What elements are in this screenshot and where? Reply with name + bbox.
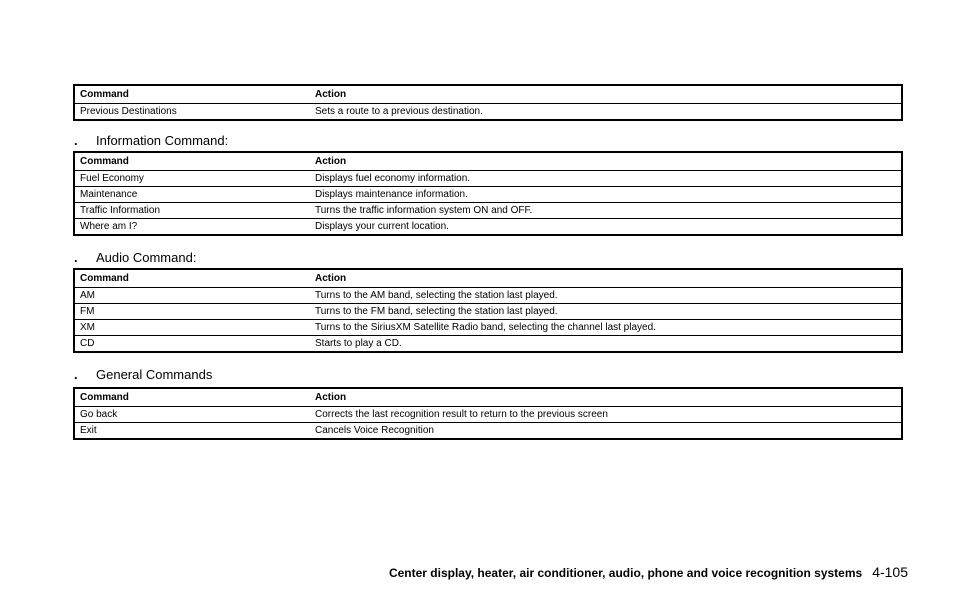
action-cell: Corrects the last recognition result to return to the previous screen [310,407,902,423]
command-cell: XM [74,320,310,336]
chapter-title: Center display, heater, air conditioner, audio, phone and voice recognition systems [388,566,863,580]
section-heading-general [74,367,212,383]
table-row [74,336,902,353]
audio-command-table [73,268,903,353]
action-cell: Cancels Voice Recognition [315,425,434,436]
action-column-header: Action [310,85,902,104]
table-row [74,407,902,423]
section-title: Information Command: [96,133,229,148]
general-commands-table [73,387,903,440]
table-header-row [74,85,902,104]
table-row [74,219,902,236]
action-column-header: Action [310,269,902,288]
page-footer [389,563,908,582]
bullet-mark: . [74,133,78,148]
table-row [74,203,902,219]
command-cell: Go back [74,407,310,423]
command-cell: AM [74,288,310,304]
section-title: Audio Command: [96,250,197,265]
command-cell: Where am I? [80,221,138,232]
action-cell: Turns the traffic information system ON and OFF. [310,203,902,219]
action-column-header: Action [310,152,902,171]
information-command-table [73,151,903,236]
action-cell: Displays maintenance information. [310,187,902,203]
table-header-row [74,152,902,171]
command-column-header: Command [74,269,310,288]
command-cell: Exit [80,425,97,436]
command-column-header: Command [74,388,310,407]
action-cell: Displays fuel economy information. [310,171,902,187]
bullet-mark: . [74,250,78,265]
command-column-header: Command [74,152,310,171]
table-header-row [74,388,902,407]
command-cell: Maintenance [74,187,310,203]
table-row [74,288,902,304]
command-column-header: Command [74,85,310,104]
section-heading-audio [74,250,196,266]
action-cell: Starts to play a CD. [315,338,402,349]
command-cell: CD [80,338,95,349]
command-cell: Fuel Economy [74,171,310,187]
command-cell: Traffic Information [74,203,310,219]
table-row [74,171,902,187]
page-number: 4-105 [872,564,908,580]
table-row [74,304,902,320]
bullet-mark: . [74,367,78,382]
section-heading-information [74,133,228,149]
action-cell: Displays your current location. [315,221,449,232]
table-row [74,104,902,121]
action-cell: Turns to the AM band, selecting the station last played. [310,288,902,304]
section-title: General Commands [96,367,213,382]
table-row [74,187,902,203]
action-cell: Turns to the SiriusXM Satellite Radio band, selecting the channel last played. [310,320,902,336]
table-row [74,320,902,336]
command-cell: Previous Destinations [80,106,177,117]
action-cell: Sets a route to a previous destination. [315,106,483,117]
action-cell: Turns to the FM band, selecting the station last played. [310,304,902,320]
table-header-row [74,269,902,288]
previous-destinations-table [73,84,903,121]
action-column-header: Action [310,388,902,407]
table-row [74,423,902,440]
command-cell: FM [74,304,310,320]
